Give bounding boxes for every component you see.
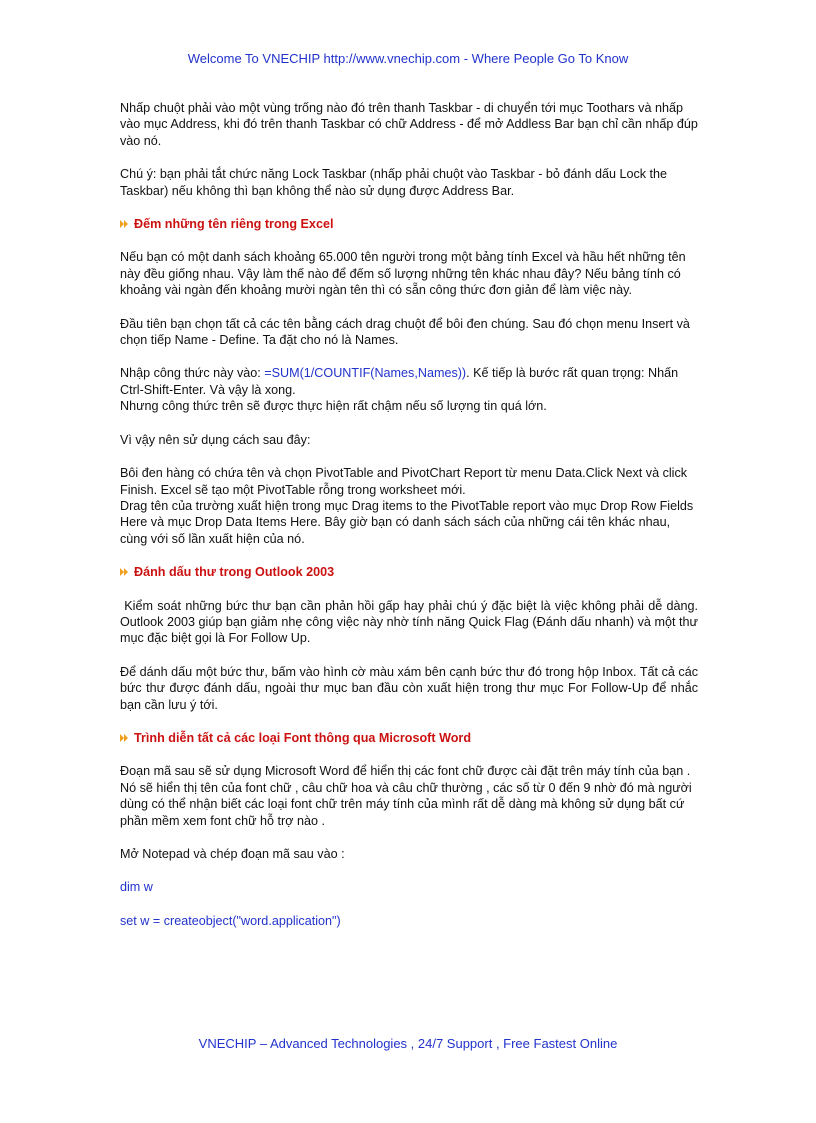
code-line: dim w: [120, 880, 153, 895]
paragraph: [120, 365, 698, 414]
text-line: Nhưng công thức trên sẽ được thực hiện rất chậm nếu số lượng tin quá lớn.: [120, 399, 547, 414]
section-heading-text: Đánh dấu thư trong Outlook 2003: [134, 565, 335, 580]
page-header: Welcome To VNECHIP http://www.vnechip.com - Where People Go To Know: [187, 51, 629, 66]
code-line: set w = createobject("word.application"): [120, 913, 341, 928]
paragraph: Đầu tiên bạn chọn tất cả các tên bằng cách drag chuột để bôi đen chúng. Sau đó chọn menu Insert và chọn tiếp Name - Define. Ta đặt cho nó là Names.: [120, 316, 690, 348]
paragraph: Mở Notepad và chép đoạn mã sau vào :: [120, 847, 345, 861]
section-heading: [120, 564, 698, 580]
section-heading-text: Trình diễn tất cả các loại Font thông qua Microsoft Word: [134, 730, 472, 745]
paragraph: Kiểm soát những bức thư bạn cần phản hồi gấp hay phải chú ý đặc biệt là việc không phải dễ dàng. Outlook 2003 giúp bạn giảm nhẹ công việc này nhờ tính năng Quick Flag (Đánh dấu nhanh) và một thư mục đặc biệt gọi là For Follow Up.: [120, 598, 702, 646]
section-heading: [120, 730, 698, 746]
text-span: . Kế tiếp là bước rất quan trọng: Nhấn Ctrl-Shift-Enter. Và vậy là xong.: [120, 366, 679, 397]
page-footer: VNECHIP – Advanced Technologies , 24/7 Support , Free Fastest Online: [198, 1036, 618, 1051]
section-heading: [120, 216, 698, 232]
paragraph: Nếu bạn có một danh sách khoảng 65.000 tên người trong một bảng tính Excel và hầu hết những tên này đều giống nhau. Vậy làm thế nào để đếm số lượng những tên khác nhau đây? Nếu bảng tính có khoảng vài ngàn đến khoảng mười ngàn tên thì có sẵn công thức đơn giản để làm việc này.: [120, 250, 686, 298]
text-line: Drag tên của trường xuất hiện trong mục Drag items to the PivotTable report vào mục Drop Row Fields Here và mục Drop Data Items Here. Bây giờ bạn có danh sách sách của những cái tên khác nhau, cùng với số lần xuất hiện của nó.: [120, 498, 694, 546]
paragraph: Chú ý: bạn phải tắt chức năng Lock Taskbar (nhấp phải chuột vào Taskbar - bỏ đánh dấu Lock the Taskbar) nếu không thì bạn không thể nào sử dụng được Address Bar.: [120, 167, 668, 198]
double-chevron-right-icon: [120, 567, 130, 577]
paragraph: [120, 465, 698, 547]
paragraph: [120, 763, 698, 829]
formula: =SUM(1/COUNTIF(Names,Names)): [264, 366, 467, 381]
text-span: Nhập công thức này vào:: [120, 366, 265, 381]
double-chevron-right-icon: [120, 219, 130, 229]
double-chevron-right-icon: [120, 733, 130, 743]
text-line: Nó sẽ hiển thị tên của font chữ , câu chữ hoa và câu chữ thường , các số từ 0 đến 9 nhờ đó mà người dùng có thể nhận biết các loại font chữ trên máy tính của mình rất dễ dàng mà không sử dụng bất cứ phần mềm xem font chữ hỗ trợ nào .: [120, 780, 692, 828]
section-heading-text: Đếm những tên riêng trong Excel: [134, 217, 334, 232]
text-line: Đoạn mã sau sẽ sử dụng Microsoft Word để hiển thị các font chữ được cài đặt trên máy tính của bạn .: [120, 764, 691, 779]
paragraph: Nhấp chuột phải vào một vùng trống nào đó trên thanh Taskbar - di chuyển tới mục Toothars và nhấp vào mục Address, khi đó trên thanh Taskbar có chữ Address - để mở Addless Bar bạn chỉ cần nhấp đúp vào nó.: [120, 101, 698, 148]
paragraph: Để dánh dấu một bức thư, bấm vào hình cờ màu xám bên cạnh bức thư đó trong hộp Inbox. Tất cả các bức thư được đánh dấu, ngoài thư mục ban đầu còn xuất hiện trong thư mục For Follow-Up để nhắc bạn cần lưu ý tới.: [120, 664, 698, 712]
text-line: Bôi đen hàng có chứa tên và chọn PivotTable and PivotChart Report từ menu Data.Click Next và click Finish. Excel sẽ tạo một PivotTable rỗng trong worksheet mới.: [120, 466, 688, 497]
paragraph: Vì vậy nên sử dụng cách sau đây:: [120, 432, 311, 447]
document-body: [120, 100, 702, 946]
